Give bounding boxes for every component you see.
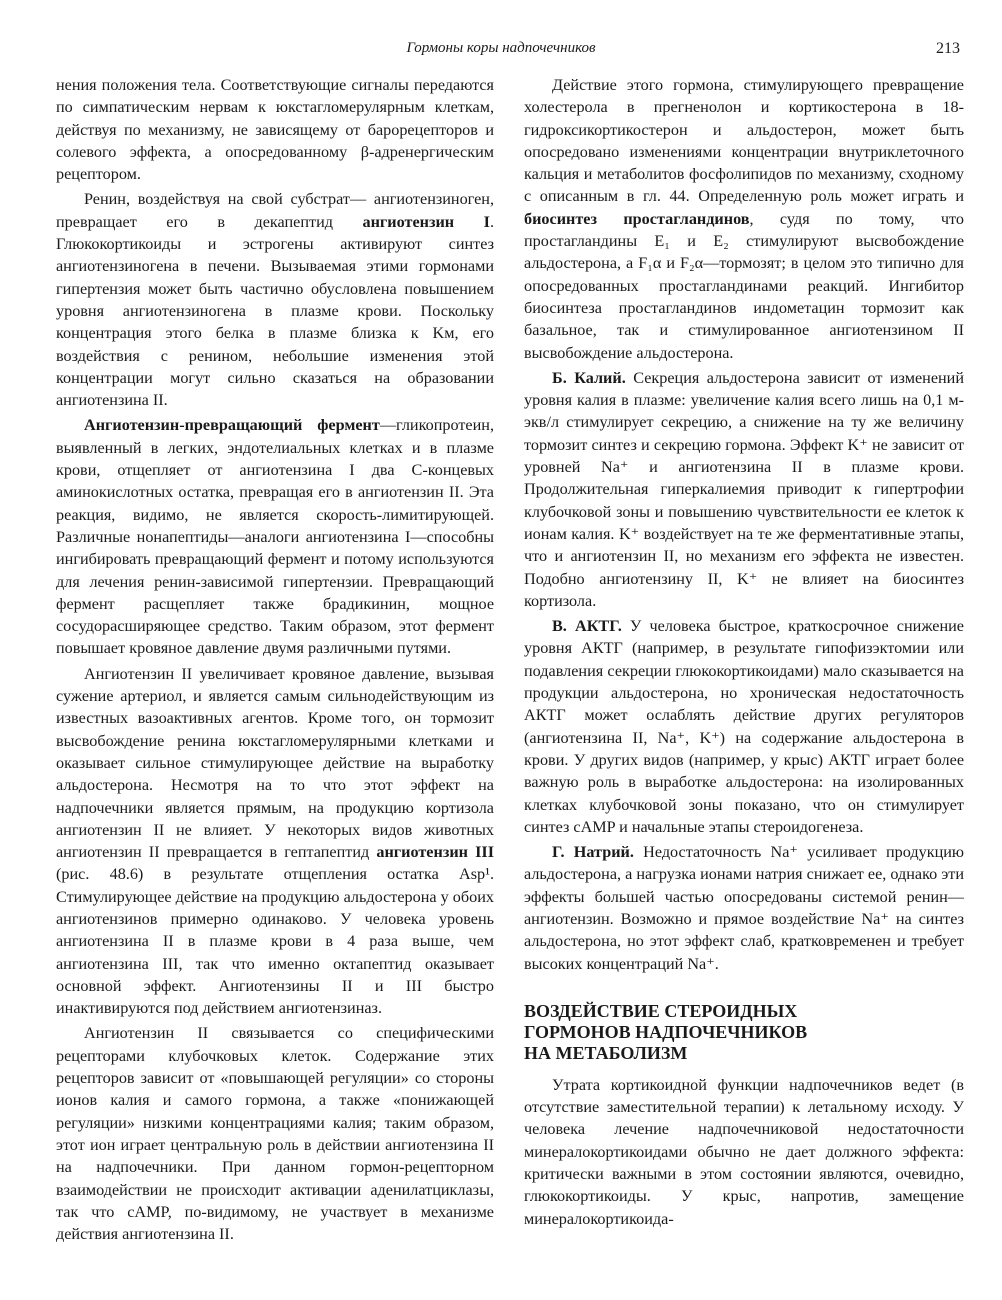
paragraph: Ангиотензин II связывается со специфическими рецепторами клубочковых клеток. Содержание этих рецепторов зависит от «повышающей регуляции» со стороны ионов калия и самого гормона, а также «понижающей регуляции» низкими концентрациями калия; таким образом, этот ион играет центральную роль в действии ангиотензина II на надпочечники. При данном гормон-рецепторном взаимодействии не происходит активации аденилатциклазы, так что cAMP, по-видимому, не участвует в механизме действия ангиотензина II. <box>56 1024 494 1244</box>
subsection-label-sodium: Г. Натрий. <box>552 843 634 862</box>
paragraph: нения положения тела. Соответствующие сигналы передаются по симпатическим нервам к юкстагломерулярным клеткам, действуя по механизму, не зависящему от барорецепторов и солевого эффекта, а опосредованному β-адренергическим рецептором. <box>56 76 494 184</box>
left-column <box>56 74 494 1248</box>
paragraph: Ангиотензин-превращающий фермент—гликопротеин, выявленный в легких, эндотелиальных клетках и в плазме крови, отщепляет от ангиотензина I два С-концевых аминокислотных остатка, превращая его в ангиотензин II. Эта реакция, видимо, не является скорость-лимитирующей. Различные нонапептиды—аналоги ангиотензина I—способны ингибировать превращающий фермент и потому используются для лечения ренин-зависимой гипертензии. Превращающий фермент расщепляет также брадикинин, мощное сосудорасширяющее средство. Таким образом, этот фермент повышает кровяное давление двумя различными путями. <box>56 416 494 658</box>
paragraph: Ангиотензин II увеличивает кровяное давление, вызывая сужение артериол, и является самым сильнодействующим из известных вазоактивных агентов. Кроме того, он тормозит высвобождение ренина юкстагломерулярными клетками и оказывает сильное стимулирующее действие на выработку альдостерона. Несмотря на то что этот эффект на надпочечники является прямым, на продукцию кортизола ангиотензин II не влияет. У некоторых видов животных ангиотензин II превращается в гептапептид ангиотензин III (рис. 48.6) в результате отщепления остатка Asp¹. Стимулирующее действие на продукцию альдостерона у обоих ангиотензинов примерно одинаково. У человека уровень ангиотензина II в плазме крови в 4 раза выше, чем ангиотензина III, так что именно октапептид оказывает основной эффект. Ангиотензины II и III быстро инактивируются под действием ангиотензиназ. <box>56 664 495 1018</box>
paragraph: Ренин, воздействуя на свой субстрат— ангиотензиноген, превращает его в декапептид ангиотензин I. Глюкокортикоиды и эстрогены активируют синтез ангиотензиногена в печени. Вызываемая этими гормонами гипертензия может быть частично обусловлена повышением уровня ангиотензиногена в плазме крови. Поскольку концентрация этого белка в плазме близка к Kм, его воздействия с ренином, небольшие изменения этой концентрации могут сильно сказаться на образовании ангиотензина II. <box>56 190 494 410</box>
term-angiotensin-1: ангиотензин I <box>362 212 490 231</box>
running-title: Гормоны коры надпочечников <box>406 40 596 56</box>
right-column <box>524 74 964 1233</box>
subsection-label-acth: В. АКТГ. <box>552 617 622 636</box>
term-angiotensin-3: ангиотензин III <box>376 843 495 862</box>
running-header <box>0 40 1002 64</box>
paragraph: Г. Натрий. Недостаточность Na⁺ усиливает продукцию альдостерона, а нагрузка ионами натрия снижает ее, однако эти эффекты большей частью опосредованы системой ренин—ангиотензин. Возможно и прямое воздействие Na⁺ на синтез альдостерона, но этот эффект слаб, кратковременен и требует высоких концентраций Na⁺. <box>524 843 964 973</box>
paragraph: Б. Калий. Секреция альдостерона зависит от изменений уровня калия в плазме: увеличение калия всего лишь на 0,1 м-экв/л стимулирует секрецию, а снижение на ту же величину тормозит синтез и секрецию гормона. Эффект K⁺ не зависит от уровней Na⁺ и ангиотензина II в плазме крови. Продолжительная гиперкалиемия приводит к гипертрофии клубочковой зоны и повышению чувствительности ее клеток к ионам калия. K⁺ воздействует на те же ферментативные этапы, что и ангиотензин II, но механизм его эффекта не известен. Подобно ангиотензину II, K⁺ не влияет на биосинтез кортизола. <box>524 368 964 610</box>
paragraph: В. АКТГ. У человека быстрое, краткосрочное снижение уровня АКТГ (например, в результате гипофизэктомии или подавления секреции глюкокортикоидами) мало сказывается на продукции альдостерона, но хроническая недостаточность АКТГ может ослаблять действие других регуляторов (ангиотензина II, Na⁺, K⁺) на содержание альдостерона в крови. У других видов (например, у крыс) АКТГ играет более важную роль в выработке альдостерона: на изолированных клетках клубочковой зоны показано, что он стимулирует синтез cAMP и начальные этапы стероидогенеза. <box>524 617 964 836</box>
term-prostaglandin-biosynthesis: биосинтез простагландинов <box>524 209 750 228</box>
paragraph: Утрата кортикоидной функции надпочечников ведет (в отсутствие заместительной терапии) к летальному исходу. У человека лечение надпочечниковой недостаточности минералокортикоидами обычно не дает должного эффекта: критически важными в этом состоянии являются, очевидно, глюкокортикоиды. У крыс, напротив, замещение минералокортикоида- <box>524 1075 964 1228</box>
subsection-label-potassium: Б. Калий. <box>552 368 626 387</box>
section-heading: ВОЗДЕЙСТВИЕ СТЕРОИДНЫХ ГОРМОНОВ НАДПОЧЕЧНИКОВ НА МЕТАБОЛИЗМ <box>524 1000 808 1063</box>
paragraph: Действие этого гормона, стимулирующего превращение холестерола в прегненолон и кортикостерона в 18-гидроксикортикостерон и альдостерон, может быть опосредовано изменениями концентрации внутриклеточного кальция и метаболитов фосфолипидов по механизму, сходному с описанным в гл. 44. Определенную роль может играть и биосинтез простагландинов, судя по тому, что простагландины E₁ и E₂ стимулируют высвобождение альдостерона, а F₁α и F₂α—тормозят; в целом это типично для опосредованных простагландинами реакций. Ингибитор биосинтеза простагландинов индометацин тормозит как базальное, так и стимулированное ангиотензином II высвобождение альдостерона. <box>524 76 964 362</box>
page-number: 213 <box>936 40 960 57</box>
term-ace: Ангиотензин-превращающий фермент <box>84 416 380 435</box>
